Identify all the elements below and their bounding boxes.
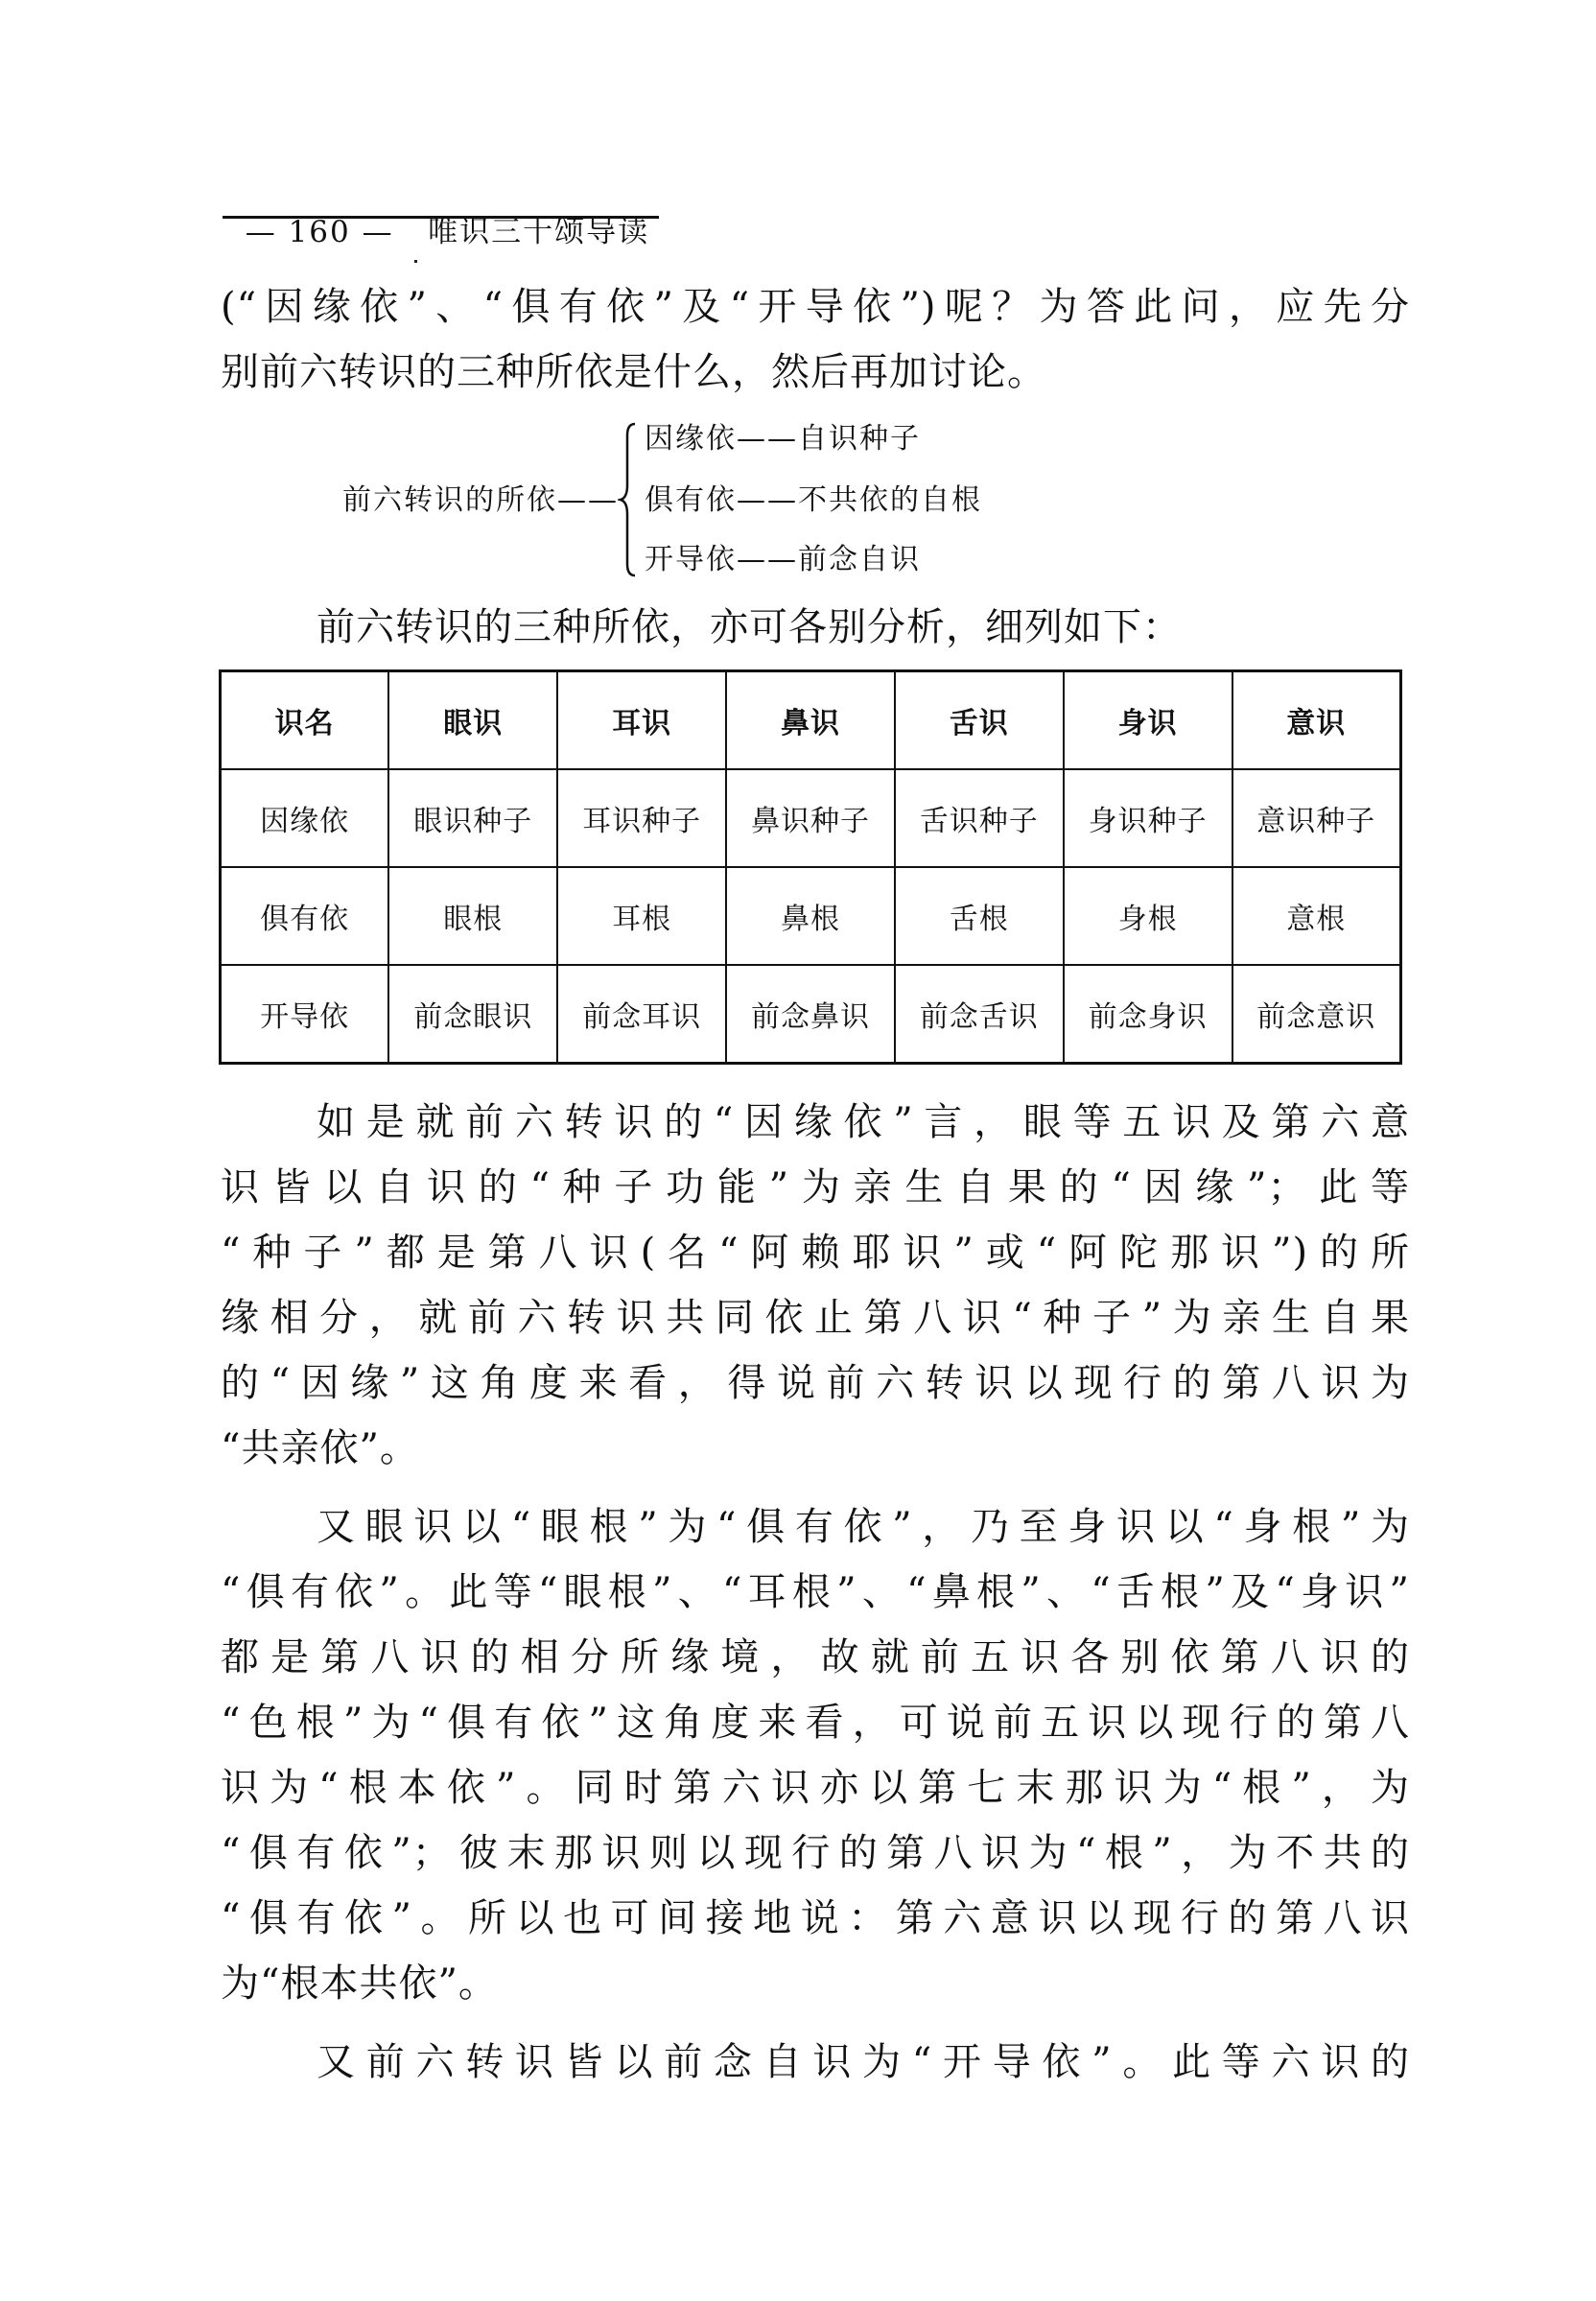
table-cell: 前念舌识 [895,965,1064,1064]
speck [414,260,417,263]
branch-value: 自识种子 [798,422,921,456]
paragraph-line: “共亲依”。 [221,1426,419,1470]
table-cell: 舌识种子 [895,769,1064,867]
intro-line-2: 别前六转识的三种所依是什么，然后再加讨论。 [221,350,1046,394]
table-row-label: 因缘依 [221,769,389,867]
table-cell: 前念鼻识 [726,965,895,1064]
paragraph-line: 如是就前六转识的“因缘依”言，眼等五识及第六意 [317,1100,1410,1144]
diagram-root: 前六转识的所依—— [342,483,619,517]
table-cell: 意识种子 [1232,769,1401,867]
header-rule [223,216,659,219]
table-header-cell: 鼻识 [726,671,895,770]
paragraph-line: “俱有依”。此等“眼根”、“耳根”、“鼻根”、“舌根”及“身识” [221,1570,1410,1614]
table-cell: 眼根 [388,867,557,965]
paragraph-line: “种子”都是第八识(名“阿赖耶识”或“阿陀那识”)的所 [221,1231,1410,1275]
paragraph-line: 又眼识以“眼根”为“俱有依”，乃至身识以“身根”为 [317,1505,1410,1549]
paragraph-line: 识皆以自识的“种子功能”为亲生自果的“因缘”；此等 [221,1165,1410,1209]
table-header-cell: 识名 [221,671,389,770]
table-cell: 前念耳识 [557,965,726,1064]
table-cell: 前念意识 [1232,965,1401,1064]
paragraph-line: 都是第八识的相分所缘境，故就前五识各别依第八识的 [221,1635,1410,1679]
brace-icon [618,422,643,577]
diagram-branch [645,481,982,520]
table-cell: 耳识种子 [557,769,726,867]
table-header-row [221,671,1401,770]
table-cell: 鼻根 [726,867,895,965]
table-cell: 耳根 [557,867,726,965]
table-header-cell: 身识 [1064,671,1232,770]
table-cell: 身识种子 [1064,769,1232,867]
dependency-table [219,669,1402,1065]
branch-value: 不共依的自根 [798,483,982,517]
table-header-cell: 眼识 [388,671,557,770]
book-title: 唯识三十颂导读 [428,215,650,249]
intro-line-1: (“因缘依”、“俱有依”及“开导依”)呢？为答此问，应先分 [221,285,1410,329]
paragraph-line: 又前六转识皆以前念自识为“开导依”。此等六识的 [317,2040,1410,2084]
diagram-branch [645,541,921,579]
table-cell: 舌根 [895,867,1064,965]
table-header-cell: 耳识 [557,671,726,770]
table-cell: 意根 [1232,867,1401,965]
table-cell: 眼识种子 [388,769,557,867]
branch-label: 俱有依 [645,483,737,517]
table-row [221,867,1401,965]
paragraph-line: 缘相分，就前六转识共同依止第八识“种子”为亲生自果 [221,1296,1410,1340]
table-cell: 身根 [1064,867,1232,965]
table-cell: 前念身识 [1064,965,1232,1064]
table-row-label: 开导依 [221,965,389,1064]
paragraph-line: 的“因缘”这角度来看，得说前六转识以现行的第八识为 [221,1361,1410,1405]
branch-connector: —— [737,483,798,517]
table-cell: 鼻识种子 [726,769,895,867]
table-cell: 前念眼识 [388,965,557,1064]
branch-connector: —— [737,422,798,456]
branch-value: 前念自识 [798,543,921,576]
table-row-label: 俱有依 [221,867,389,965]
branch-connector: —— [737,543,798,576]
branch-label: 开导依 [645,543,737,576]
paragraph-line: “色根”为“俱有依”这角度来看，可说前五识以现行的第八 [221,1701,1410,1745]
table-row [221,965,1401,1064]
paragraph-line: “俱有依”。所以也可间接地说：第六意识以现行的第八识 [221,1896,1410,1940]
paragraph-line: 识为“根本依”。同时第六识亦以第七末那识为“根”，为 [221,1766,1410,1810]
table-header-cell: 舌识 [895,671,1064,770]
table-header-cell: 意识 [1232,671,1401,770]
branch-label: 因缘依 [645,422,737,456]
table-row [221,769,1401,867]
paragraph-line: “俱有依”；彼末那识则以现行的第八识为“根”，为不共的 [221,1831,1410,1875]
page-number: — 160 — [245,215,394,249]
paragraph-line: 为“根本共依”。 [221,1961,498,2006]
table-intro: 前六转识的三种所依，亦可各别分析，细列如下： [317,605,1182,649]
running-header [223,175,649,251]
diagram-branch [645,420,921,458]
